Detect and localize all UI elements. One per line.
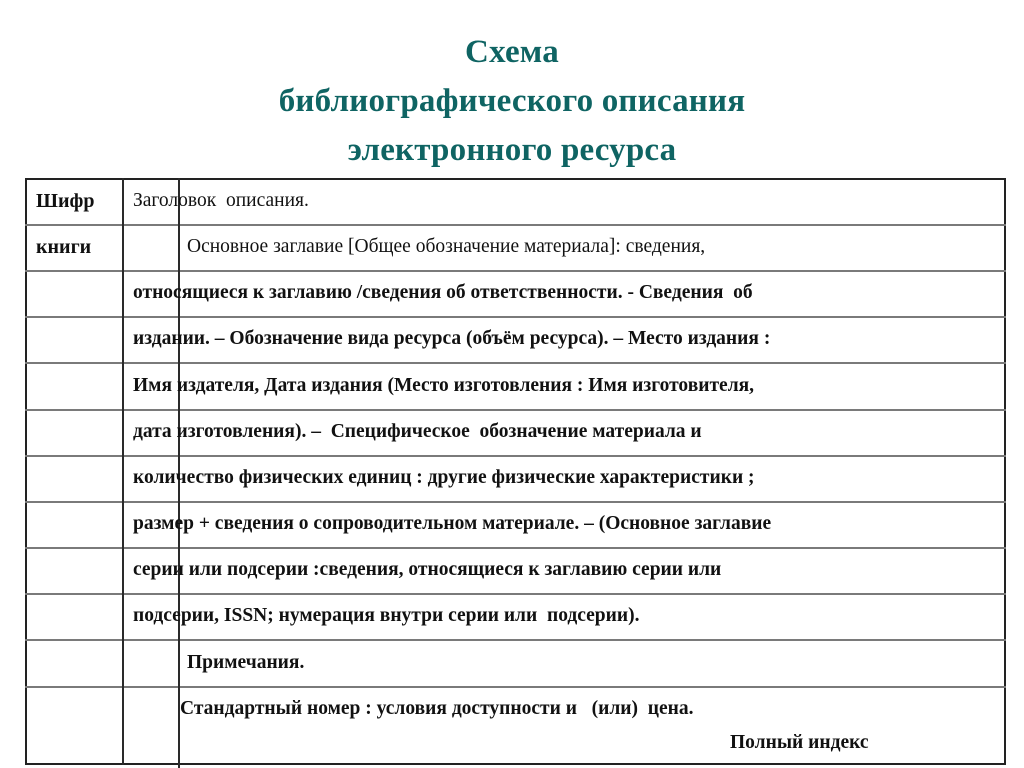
page-title-line-3: электронного ресурса xyxy=(347,132,677,168)
row-divider xyxy=(25,547,1006,549)
row-size-series: размер + сведения о сопроводительном материале. – (Основное заглавие xyxy=(133,513,772,534)
row-divider xyxy=(25,316,1006,318)
full-index-label: Полный индекс xyxy=(730,732,869,753)
row-divider xyxy=(25,362,1006,364)
page-title-line-2: библиографического описания xyxy=(278,83,746,119)
column-divider-code xyxy=(122,178,124,765)
row-standard-number: Стандартный номер : условия доступности и (или) цена. xyxy=(180,698,694,719)
row-divider xyxy=(25,224,1006,226)
row-divider xyxy=(25,409,1006,411)
row-main-title: Основное заглавие [Общее обозначение материала]: сведения, xyxy=(187,236,706,257)
page-title-line-1: Схема xyxy=(465,34,559,70)
row-material-designation: дата изготовления). – Специфическое обозначение материала и xyxy=(133,421,702,442)
row-divider xyxy=(25,593,1006,595)
code-label-line-2: книги xyxy=(36,236,92,258)
row-subseries-issn: подсерии, ISSN; нумерация внутри серии или подсерии). xyxy=(133,605,640,626)
row-series-info: серии или подсерии :сведения, относящиеся к заглавию серии или xyxy=(133,559,722,580)
row-divider xyxy=(25,270,1006,272)
row-physical-units: количество физических единиц : другие физические характеристики ; xyxy=(133,467,755,488)
code-label-line-1: Шифр xyxy=(36,190,95,212)
row-publisher: Имя издателя, Дата издания (Место изготовления : Имя изготовителя, xyxy=(133,375,755,396)
row-divider xyxy=(25,639,1006,641)
row-divider xyxy=(25,686,1006,688)
row-title-info: относящиеся к заглавию /сведения об ответственности. - Сведения об xyxy=(133,282,753,303)
row-edition: издании. – Обозначение вида ресурса (объём ресурса). – Место издания : xyxy=(133,328,771,349)
row-divider xyxy=(25,501,1006,503)
row-divider xyxy=(25,455,1006,457)
row-notes: Примечания. xyxy=(187,652,305,673)
row-heading-description: Заголовок описания. xyxy=(133,190,309,211)
